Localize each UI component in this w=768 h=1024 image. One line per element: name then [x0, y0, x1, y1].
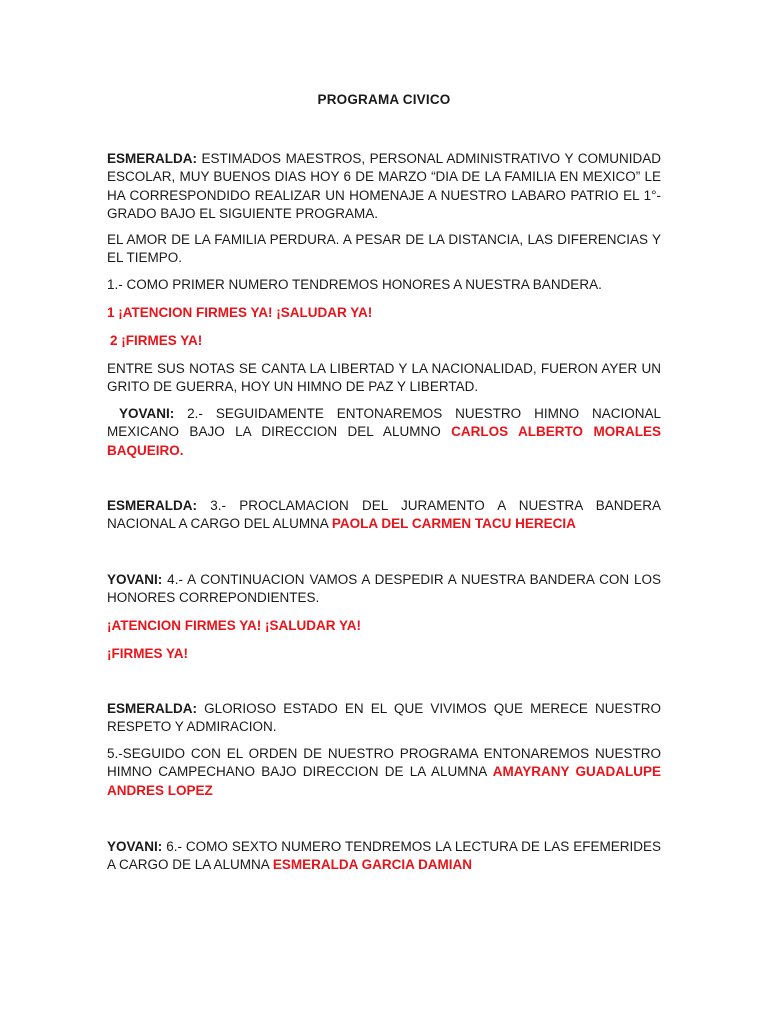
paragraph-item-3 [107, 497, 661, 534]
command-line-2: 2 ¡FIRMES YA! [110, 333, 203, 348]
paragraph-text: ENTRE SUS NOTAS SE CANTA LA LIBERTAD Y LA NACIONALIDAD, FUERON AYER UN GRITO DE GUERRA, HOY UN HIMNO DE PAZ Y LIBERTAD. [107, 361, 661, 395]
page-title: PROGRAMA CIVICO [317, 92, 451, 107]
paragraph-text: 4.- A CONTINUACION VAMOS A DESPEDIR A NUESTRA BANDERA CON LOS HONORES CORREPONDIENTES. [107, 572, 661, 606]
command-line-4: ¡FIRMES YA! [107, 646, 189, 661]
paragraph-family-love [107, 231, 661, 268]
paragraph-text: 6.- COMO SEXTO NUMERO TENDREMOS LA LECTURA DE LAS EFEMERIDES A CARGO DE LA ALUMNA [107, 839, 661, 873]
paragraph-state-tribute [107, 700, 661, 737]
paragraph-text: 1.- COMO PRIMER NUMERO TENDREMOS HONORES A NUESTRA BANDERA. [107, 277, 602, 292]
speaker-label: ESMERALDA: [107, 498, 197, 513]
command-line-1: 1 ¡ATENCION FIRMES YA! ¡SALUDAR YA! [107, 305, 373, 320]
student-name: CARLOS ALBERTO MORALES BAQUEIRO. [107, 424, 661, 458]
speaker-label: YOVANI: [107, 839, 163, 854]
paragraph-item-5 [107, 745, 661, 800]
speaker-label: ESMERALDA: [107, 151, 197, 166]
paragraph-text: 5.-SEGUIDO CON EL ORDEN DE NUESTRO PROGRAMA ENTONAREMOS NUESTRO HIMNO CAMPECHANO BAJO DIRECCION DE LA ALUMNA [107, 746, 661, 780]
paragraph-text: 2.- SEGUIDAMENTE ENTONAREMOS NUESTRO HIMNO NACIONAL MEXICANO BAJO LA DIRECCION DEL ALUMNO [107, 406, 661, 440]
paragraph-anthem-intro [107, 360, 661, 397]
student-name: AMAYRANY GUADALUPE ANDRES LOPEZ [107, 764, 661, 798]
paragraph-item-1 [107, 276, 661, 294]
paragraph-text: EL AMOR DE LA FAMILIA PERDURA. A PESAR DE LA DISTANCIA, LAS DIFERENCIAS Y EL TIEMPO. [107, 232, 661, 266]
speaker-label: YOVANI: [107, 572, 163, 587]
paragraph-item-4 [107, 571, 661, 608]
student-name: PAOLA DEL CARMEN TACU HERECIA [331, 516, 576, 532]
paragraph-item-6 [107, 838, 661, 875]
paragraph-text: ESTIMADOS MAESTROS, PERSONAL ADMINISTRATIVO Y COMUNIDAD ESCOLAR, MUY BUENOS DIAS HOY 6 DE MARZO “DIA DE LA FAMILIA EN MEXICO” LE HA CORRESPONDIDO REALIZAR UN HOMENAJE A NUESTRO LABARO PATRIO EL 1°- GRADO BAJO EL SIGUIENTE PROGRAMA. [107, 151, 661, 222]
paragraph-welcome [107, 150, 661, 224]
speaker-label: YOVANI: [119, 406, 175, 421]
command-line-3: ¡ATENCION FIRMES YA! ¡SALUDAR YA! [107, 618, 362, 633]
paragraph-text: GLORIOSO ESTADO EN EL QUE VIVIMOS QUE MERECE NUESTRO RESPETO Y ADMIRACION. [107, 701, 661, 735]
student-name: ESMERALDA GARCIA DAMIAN [272, 857, 473, 873]
paragraph-item-2 [107, 405, 661, 460]
paragraph-text: 3.- PROCLAMACION DEL JURAMENTO A NUESTRA BANDERA NACIONAL A CARGO DEL ALUMNA [107, 498, 661, 532]
speaker-label: ESMERALDA: [107, 701, 197, 716]
